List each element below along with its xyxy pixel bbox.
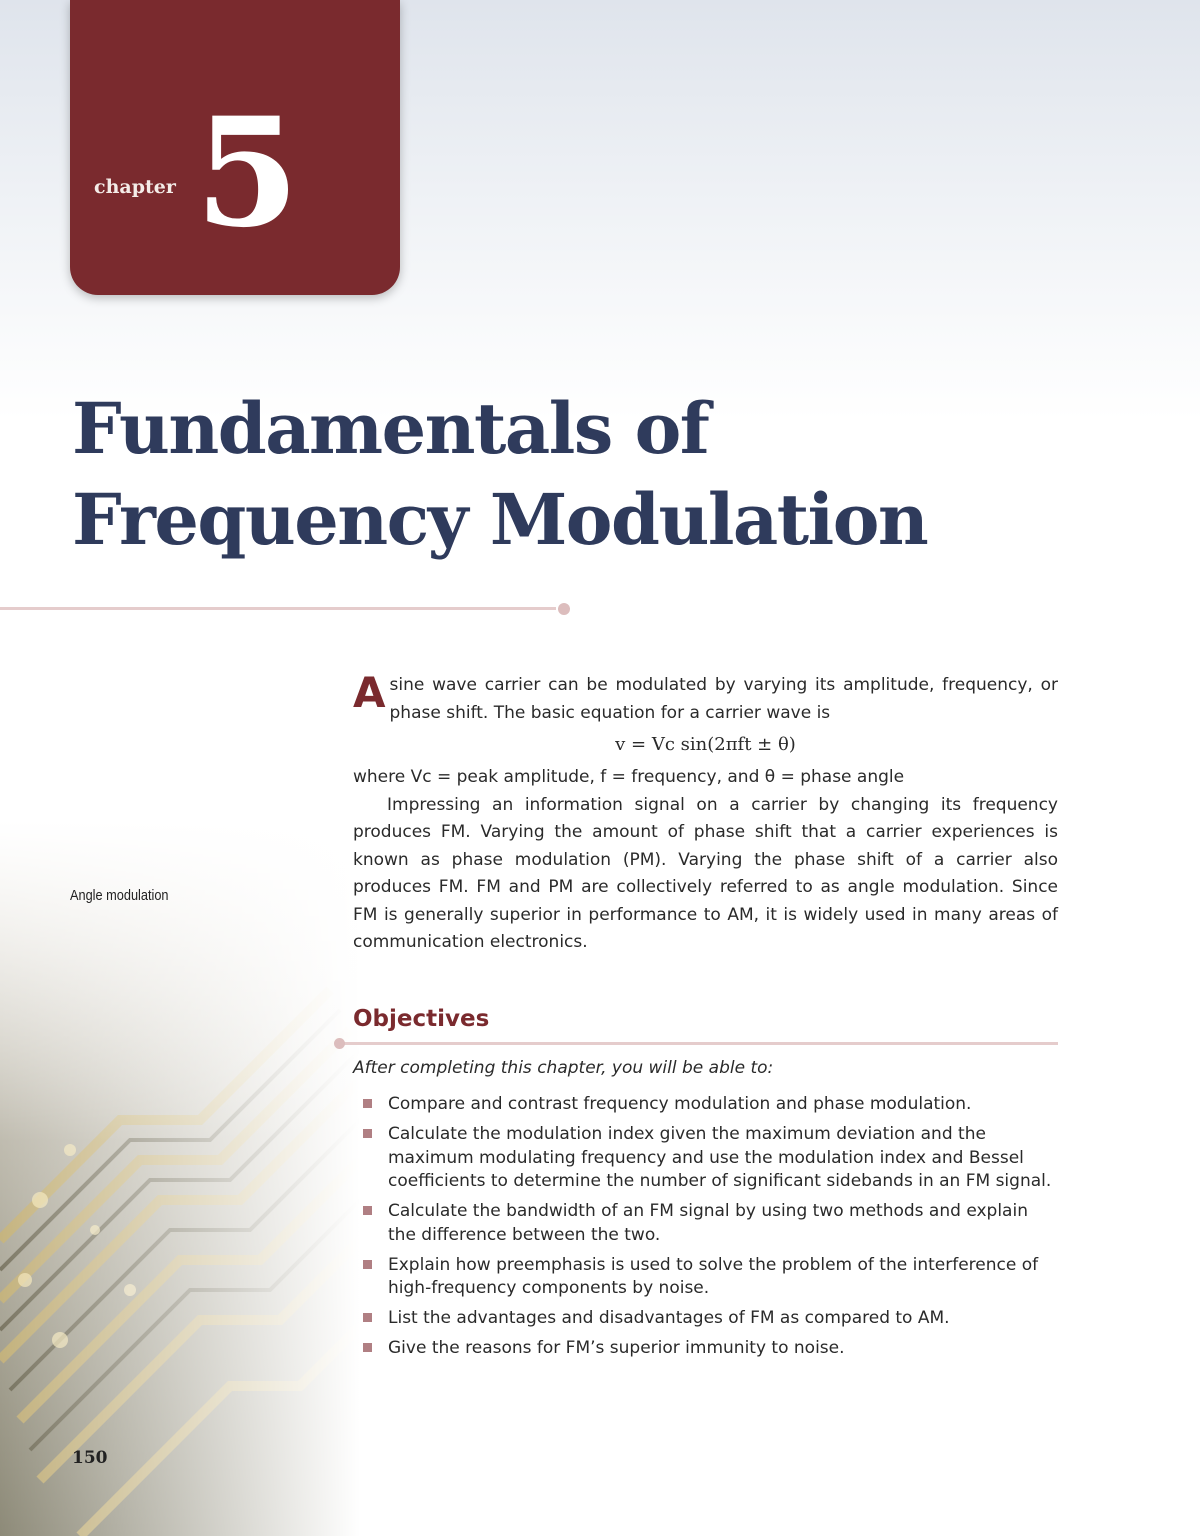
square-bullet-icon [363, 1313, 372, 1322]
square-bullet-icon [363, 1129, 372, 1138]
objective-item [362, 1307, 1052, 1331]
objectives-divider [340, 1042, 1058, 1045]
objectives-divider-dot [334, 1038, 345, 1049]
chapter-number: 5 [195, 85, 300, 261]
objective-text: Explain how preemphasis is used to solve the problem of the interference of high-frequency components by noise. [388, 1254, 1039, 1298]
title-divider [0, 607, 556, 610]
chapter-title [72, 383, 1072, 565]
objective-item [362, 1337, 1052, 1361]
objective-item [362, 1123, 1052, 1194]
carrier-equation: v = Vc sin(2πft ± θ) [615, 734, 796, 755]
decorative-circuit-photo [0, 820, 360, 1536]
dropcap: A [353, 668, 386, 717]
intro-text [353, 668, 1058, 957]
objective-text: List the advantages and disadvantages of FM as compared to AM. [388, 1308, 950, 1328]
square-bullet-icon [363, 1343, 372, 1352]
chapter-label: chapter [94, 176, 176, 198]
objective-text: Give the reasons for FM’s superior immunity to noise. [388, 1338, 845, 1358]
objective-text: Compare and contrast frequency modulation and phase modulation. [388, 1094, 972, 1114]
objectives-heading: Objectives [353, 1006, 490, 1032]
objective-item [362, 1093, 1052, 1117]
intro-paragraph-2: Impressing an information signal on a carrier by changing its frequency produces FM. Varying the amount of phase shift that a carrier experiences is known as phase modulation (PM). Varying the phase shift of a carrier also produces FM. FM and PM are collectively referred to as angle modulation. Since FM is generally superior in performance to AM, it is widely used in many areas of communication electronics. [353, 794, 1058, 952]
objectives-intro: After completing this chapter, you will be able to: [353, 1058, 774, 1078]
intro-paragraph-1 [353, 668, 1058, 727]
title-divider-dot [558, 603, 570, 615]
chapter-title-line2: Frequency Modulation [72, 478, 928, 561]
square-bullet-icon [363, 1099, 372, 1108]
objective-text: Calculate the modulation index given the maximum deviation and the maximum modulating frequency and use the modulation index and Bessel coefficients to determine the number of significant sidebands in an FM signal. [388, 1124, 1052, 1191]
square-bullet-icon [363, 1260, 372, 1269]
chapter-title-line1: Fundamentals of [72, 387, 709, 470]
intro-paragraph-1-text: sine wave carrier can be modulated by varying its amplitude, frequency, or phase shift. The basic equation for a carrier wave is [389, 675, 1058, 723]
margin-note: Angle modulation [70, 887, 169, 904]
objective-item [362, 1254, 1052, 1301]
chapter-tab [70, 0, 400, 295]
objectives-list [362, 1093, 1052, 1367]
objective-item [362, 1200, 1052, 1247]
page-number: 150 [72, 1448, 108, 1468]
equation-where: where Vc = peak amplitude, f = frequency, and θ = phase angle [353, 767, 905, 787]
objective-text: Calculate the bandwidth of an FM signal by using two methods and explain the difference between the two. [388, 1201, 1028, 1245]
square-bullet-icon [363, 1206, 372, 1215]
